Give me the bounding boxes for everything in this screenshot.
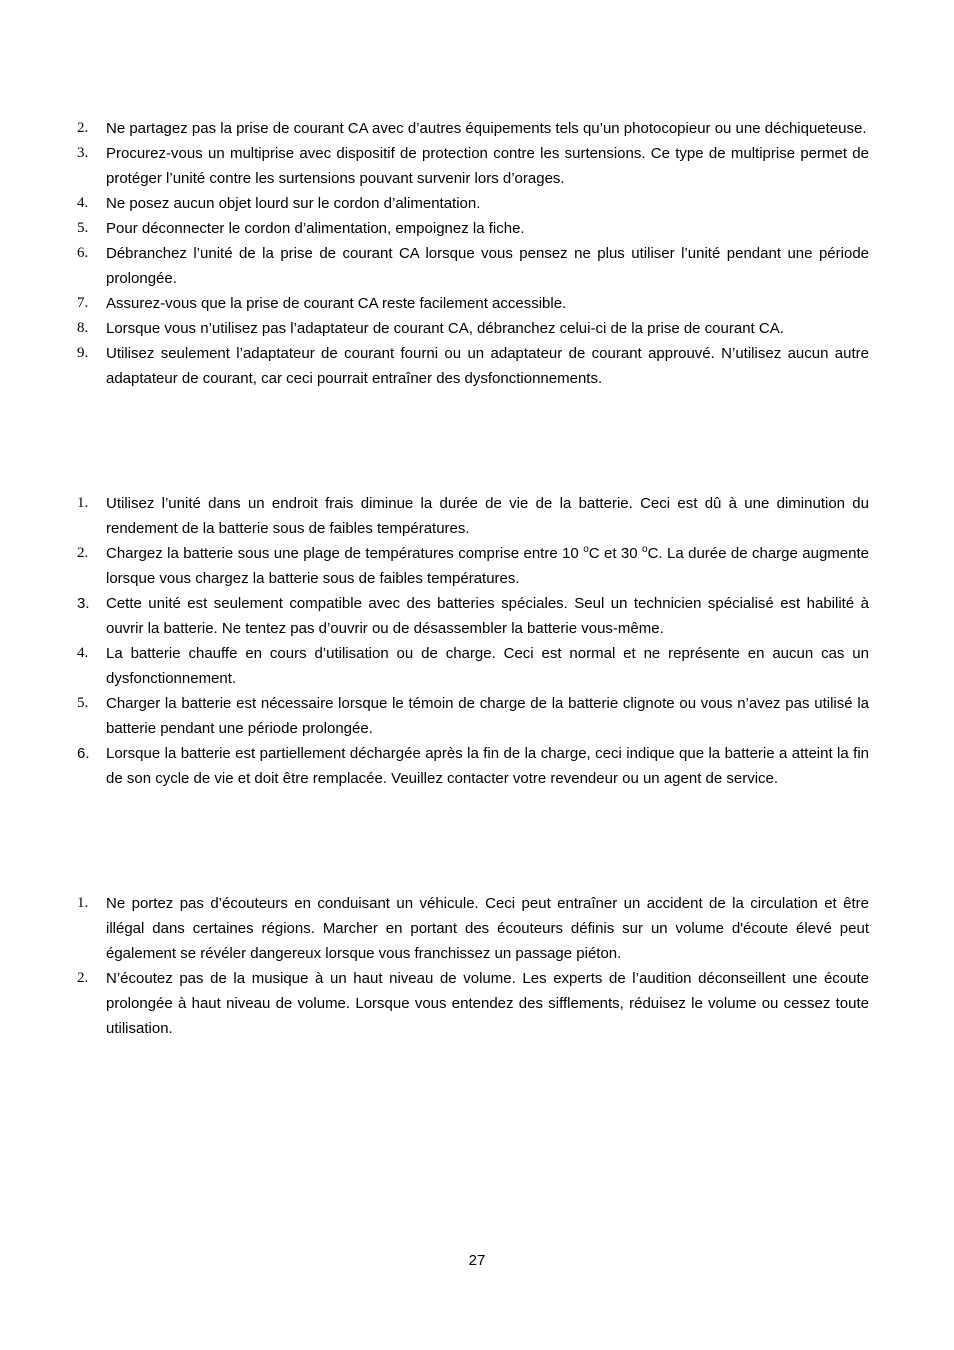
text-part: C. La durée de charge augmente lorsque vous chargez la batterie sous de faibles températures. xyxy=(106,545,869,587)
item-text: Lorsque vous n’utilisez pas l’adaptateur de courant CA, débranchez celui-ci de la prise de courant CA. xyxy=(106,320,784,337)
section-battery-precautions xyxy=(0,491,954,791)
list-item xyxy=(0,741,954,791)
item-number: 2. xyxy=(77,120,89,136)
list-item xyxy=(0,691,954,741)
list-item xyxy=(0,141,954,191)
item-number: 3. xyxy=(77,595,90,612)
item-text: Utilisez seulement l’adaptateur de courant fourni ou un adaptateur de courant approuvé. N’utilisez aucun autre adaptateur de courant, car ceci pourrait entraîner des dysfonctionnements. xyxy=(106,345,869,387)
item-number: 8. xyxy=(77,320,89,336)
item-text: N’écoutez pas de la musique à un haut niveau de volume. Les experts de l’audition déconseillent une écoute prolongée à haut niveau de volume. Lorsque vous entendez des sifflements, réduisez le volume ou cessez toute utilisation. xyxy=(106,970,869,1037)
item-number: 2. xyxy=(77,545,89,561)
item-number: 7. xyxy=(77,295,89,311)
item-number: 3. xyxy=(77,145,89,161)
list-item xyxy=(0,216,954,241)
item-text: La batterie chauffe en cours d’utilisation ou de charge. Ceci est normal et ne représente en aucun cas un dysfonctionnement. xyxy=(106,645,869,687)
headphone-precautions-list xyxy=(0,891,954,1041)
list-item xyxy=(0,591,954,641)
degree-sup: o xyxy=(642,544,648,555)
item-text: Procurez-vous un multiprise avec dispositif de protection contre les surtensions. Ce type de multiprise permet de protéger l’unité contre les surtensions pouvant survenir lors d’orages. xyxy=(106,145,869,187)
item-text: Charger la batterie est nécessaire lorsque le témoin de charge de la batterie clignote ou vous n’avez pas utilisé la batterie pendant une période prolongée. xyxy=(106,695,869,737)
item-text: Ne posez aucun objet lourd sur le cordon d’alimentation. xyxy=(106,195,481,212)
section-power-precautions xyxy=(0,116,954,391)
item-text: Débranchez l’unité de la prise de courant CA lorsque vous pensez ne plus utiliser l’unité pendant une période prolongée. xyxy=(106,245,869,287)
text-part: C et 30 xyxy=(588,545,643,562)
text-part: Chargez la batterie sous une plage de températures comprise entre 10 xyxy=(106,545,584,562)
item-text xyxy=(106,545,869,587)
page-number: 27 xyxy=(468,1252,486,1269)
list-item xyxy=(0,116,954,141)
battery-precautions-list xyxy=(0,491,954,791)
item-number: 6. xyxy=(77,745,90,762)
degree-sup: o xyxy=(583,544,589,555)
item-number: 6. xyxy=(77,245,89,261)
list-item xyxy=(0,316,954,341)
item-text: Ne partagez pas la prise de courant CA avec d’autres équipements tels qu’un photocopieur ou une déchiqueteuse. xyxy=(106,120,867,137)
item-text: Cette unité est seulement compatible avec des batteries spéciales. Seul un technicien spécialisé est habilité à ouvrir la batterie. Ne tentez pas d’ouvrir ou de désassembler la batterie vous-même. xyxy=(106,595,869,637)
list-item xyxy=(0,541,954,591)
section-headphone-precautions xyxy=(0,891,954,1041)
list-item xyxy=(0,891,954,966)
list-item xyxy=(0,966,954,1041)
power-precautions-list xyxy=(0,116,954,391)
item-number: 4. xyxy=(77,645,89,661)
item-number: 4. xyxy=(77,195,89,211)
item-number: 2. xyxy=(77,970,89,986)
list-item xyxy=(0,291,954,316)
item-text: Utilisez l’unité dans un endroit frais diminue la durée de vie de la batterie. Ceci est dû à une diminution du rendement de la batterie sous de faibles températures. xyxy=(106,495,869,537)
item-text: Assurez-vous que la prise de courant CA reste facilement accessible. xyxy=(106,295,567,312)
item-number: 5. xyxy=(77,695,89,711)
item-text: Lorsque la batterie est partiellement déchargée après la fin de la charge, ceci indique que la batterie a atteint la fin de son cycle de vie et doit être remplacée. Veuillez contacter votre revendeur ou un agent de service. xyxy=(106,745,869,787)
list-item xyxy=(0,241,954,291)
list-item xyxy=(0,341,954,391)
item-text: Ne portez pas d’écouteurs en conduisant un véhicule. Ceci peut entraîner un accident de la circulation et être illégal dans certaines régions. Marcher en portant des écouteurs définis sur un volume d'écoute élevé peut également se révéler dangereux lorsque vous franchissez un passage piéton. xyxy=(106,895,869,962)
list-item xyxy=(0,641,954,691)
item-number: 9. xyxy=(77,345,89,361)
list-item xyxy=(0,191,954,216)
item-number: 1. xyxy=(77,895,89,911)
list-item xyxy=(0,491,954,541)
item-number: 5. xyxy=(77,220,89,236)
item-text: Pour déconnecter le cordon d’alimentation, empoignez la fiche. xyxy=(106,220,525,237)
item-number: 1. xyxy=(77,495,89,511)
